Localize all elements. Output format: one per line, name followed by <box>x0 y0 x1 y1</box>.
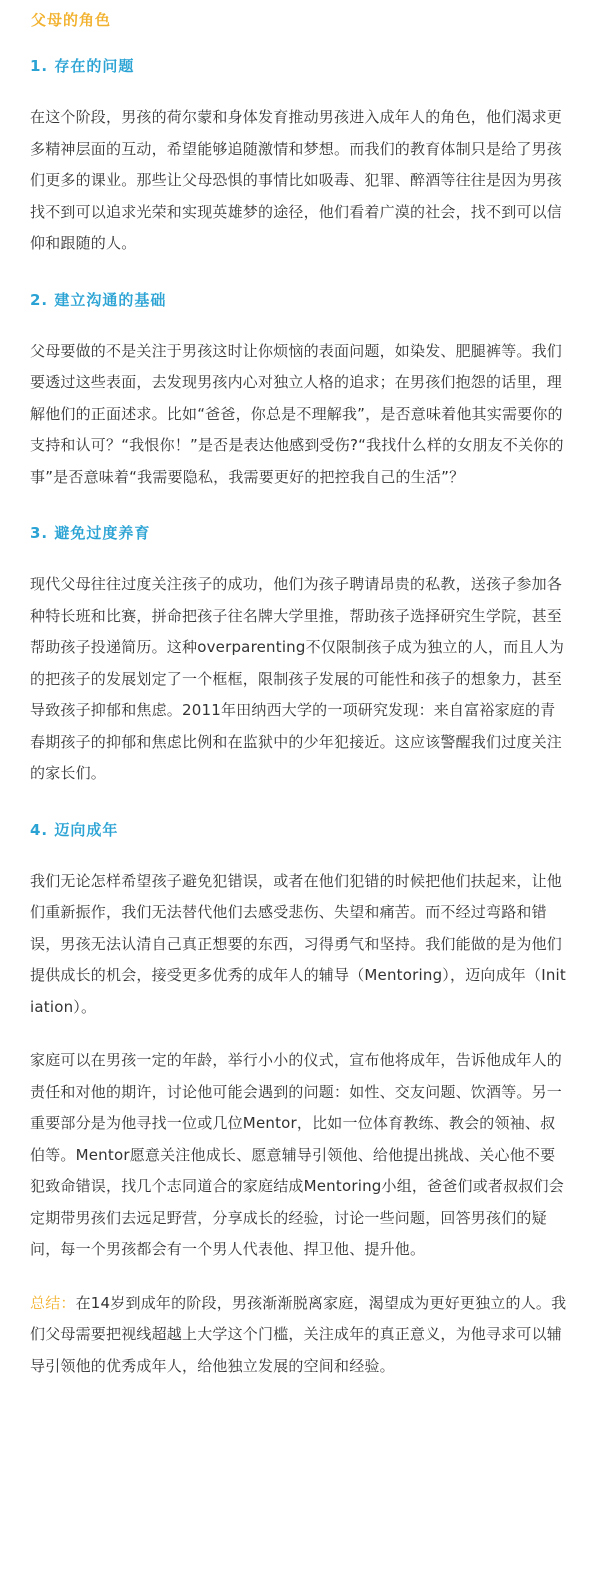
summary-paragraph <box>30 1288 570 1383</box>
summary-label: 总结： <box>30 1293 76 1312</box>
section-paragraph: 家庭可以在男孩一定的年龄，举行小小的仪式，宣布他将成年，告诉他成年人的责任和对他的期许，讨论他可能会遇到的问题：如性、交友问题、饮酒等。另一重要部分是为他寻找一位或几位Mentor，比如一位体育教练、教会的领袖、叔伯等。Mentor愿意关注他成长、愿意辅导引领他、给他提出挑战、关心他不要犯致命错误，找几个志同道合的家庭结成Mentoring小组，爸爸们或者叔叔们会定期带男孩们去远足野营，分享成长的经验，讨论一些问题，回答男孩们的疑问，每一个男孩都会有一个男人代表他、捍卫他、提升他。 <box>30 1051 564 1258</box>
section-paragraph: 现代父母往往过度关注孩子的成功，他们为孩子聘请昂贵的私教，送孩子参加各种特长班和比赛，拼命把孩子往名牌大学里推，帮助孩子选择研究生学院，甚至帮助孩子投递简历。这种overparenting不仅限制孩子成为独立的人，而且人为的把孩子的发展划定了一个框框，限制孩子发展的可能性和孩子的想象力，甚至导致孩子抑郁和焦虑。2011年田纳西大学的一项研究发现：来自富裕家庭的青春期孩子的抑郁和焦虑比例和在监狱中的少年犯接近。这应该警醒我们过度关注的家长们。 <box>30 575 565 782</box>
section-paragraph: 我们无论怎样希望孩子避免犯错误，或者在他们犯错的时候把他们扶起来，让他们重新振作，我们无法替代他们去感受悲伤、失望和痛苦。而不经过弯路和错误，男孩无法认清自己真正想要的东西，习得勇气和坚持。我们能做的是为他们提供成长的机会，接受更多优秀的成年人的辅导（Mentoring），迈向成年（Initiation）。 <box>30 871 566 1016</box>
section-paragraph: 父母要做的不是关注于男孩这时让你烦恼的表面问题，如染发、肥腿裤等。我们要透过这些表面，去发现男孩内心对独立人格的追求；在男孩们抱怨的话里，理解他们的正面述求。比如“爸爸，你总是不理解我”，是否意味着他其实需要你的支持和认可？“我恨你！”是否是表达他感到受伤?“我找什么样的女朋友不关你的事”是否意味着“我需要隐私，我需要更好的把控我自己的生活”？ <box>30 341 564 486</box>
section-existing-problems <box>30 52 600 260</box>
section-heading: 2. 建立沟通的基础 <box>30 290 167 309</box>
article-title: 父母的角色 <box>31 11 112 29</box>
summary-text: 在14岁到成年的阶段，男孩渐渐脱离家庭，渴望成为更好更独立的人。我们父母需要把视线超越上大学这个门槛，关注成年的真正意义，为他寻求可以辅导引领他的优秀成年人，给他独立发展的空间和经验。 <box>30 1293 567 1375</box>
section-toward-adulthood <box>30 816 600 1266</box>
section-heading: 3. 避免过度养育 <box>30 524 151 542</box>
section-paragraph: 在这个阶段，男孩的荷尔蒙和身体发育推动男孩进入成年人的角色，他们渴求更多精神层面的互动，希望能够追随激情和梦想。而我们的教育体制只是给了男孩们更多的课业。那些让父母恐惧的事情比如吸毒、犯罪、醉酒等往往是因为男孩找不到可以追求光荣和实现英雄梦的途径，他们看着广漠的社会，找不到可以信仰和跟随的人。 <box>30 108 563 252</box>
section-avoid-overparenting <box>30 519 600 790</box>
section-heading: 1. 存在的问题 <box>30 57 135 75</box>
section-heading: 4. 迈向成年 <box>30 820 119 839</box>
section-communication-basis <box>30 286 600 494</box>
